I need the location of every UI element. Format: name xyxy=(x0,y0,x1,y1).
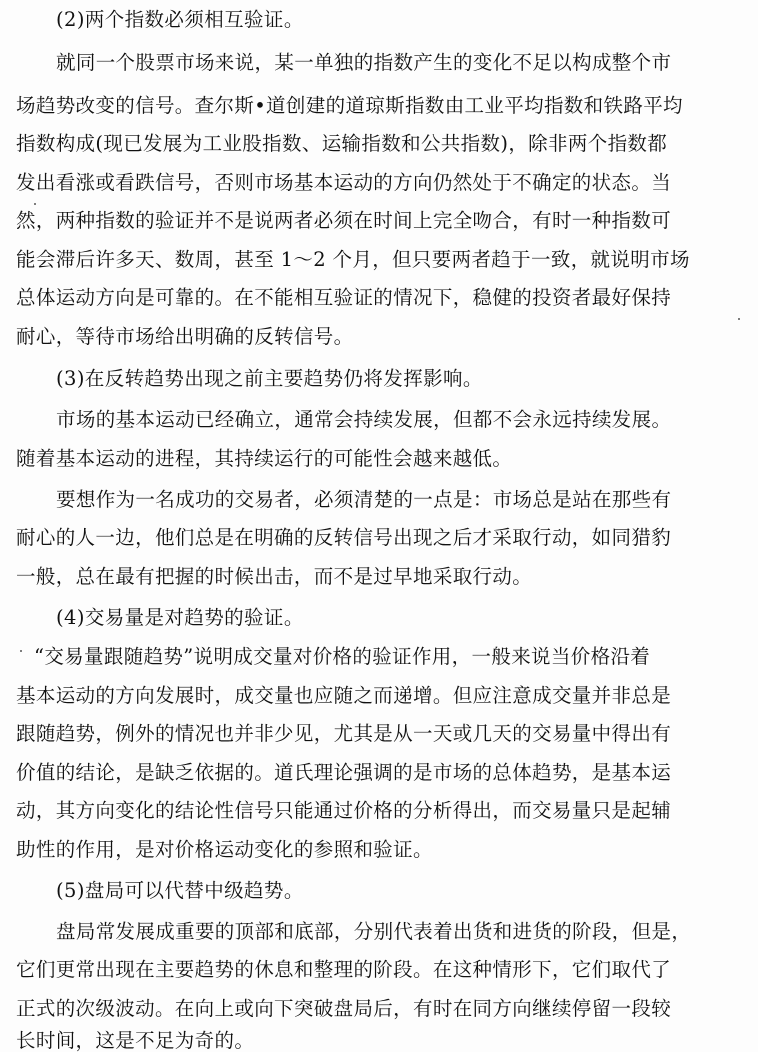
section-heading-4: (4)交易量是对趋势的验证。 xyxy=(56,606,304,629)
paragraph-line: 能会滞后许多天、数周，甚至 1～2 个月，但只要两者趋于一致，就说明市场 xyxy=(16,248,690,271)
paragraph-line: 长时间，这是不足为奇的。 xyxy=(16,1029,255,1052)
section-heading-2: (2)两个指数必须相互验证。 xyxy=(56,8,304,31)
paragraph-line: 发出看涨或看跌信号，否则市场基本运动的方向仍然处于不确定的状态。当 xyxy=(16,171,672,194)
paragraph-line: 一般，总在最有把握的时候出击，而不是过早地采取行动。 xyxy=(16,565,533,588)
paragraph-line: 跟随趋势，例外的情况也并非少见，尤其是从一天或几天的交易量中得出有 xyxy=(16,722,672,745)
paragraph-line: 随着基本运动的进程，其持续运行的可能性会越来越低。 xyxy=(16,447,513,470)
scan-speck xyxy=(20,650,22,652)
scan-speck xyxy=(738,318,740,320)
paragraph-line: 它们更常出现在主要趋势的休息和整理的阶段。在这种情形下，它们取代了 xyxy=(16,958,672,981)
paragraph-line: 指数构成(现已发展为工业股指数、运输指数和公共指数)，除非两个指数都 xyxy=(16,132,668,155)
paragraph-line: 盘局常发展成重要的顶部和底部，分别代表着出货和进货的阶段，但是， xyxy=(56,920,692,943)
paragraph-line: 市场的基本运动已经确立，通常会持续发展，但都不会永远持续发展。 xyxy=(56,408,672,431)
paragraph-line: 耐心的人一边，他们总是在明确的反转信号出现之后才采取行动，如同猎豹 xyxy=(16,526,672,549)
paragraph-line: 动，其方向变化的结论性信号只能通过价格的分析得出，而交易量只是起辅 xyxy=(16,799,672,822)
paragraph-line: 助性的作用，是对价格运动变化的参照和验证。 xyxy=(16,838,433,861)
paragraph-line: 然，两种指数的验证并不是说两者必须在时间上完全吻合，有时一种指数可 xyxy=(16,209,672,232)
paragraph-line: 要想作为一名成功的交易者，必须清楚的一点是：市场总是站在那些有 xyxy=(56,488,672,511)
paragraph-line: 总体运动方向是可靠的。在不能相互验证的情况下，稳健的投资者最好保持 xyxy=(16,286,672,309)
paragraph-line: 就同一个股票市场来说，某一单独的指数产生的变化不足以构成整个市 xyxy=(56,51,672,74)
section-heading-3: (3)在反转趋势出现之前主要趋势仍将发挥影响。 xyxy=(56,367,483,390)
section-heading-5: (5)盘局可以代替中级趋势。 xyxy=(56,879,304,902)
paragraph-line: 基本运动的方向发展时，成交量也应随之而递增。但应注意成交量并非总是 xyxy=(16,684,672,707)
paragraph-line: 正式的次级波动。在向上或向下突破盘局后，有时在同方向继续停留一段较 xyxy=(16,997,672,1020)
paragraph-line: 场趋势改变的信号。查尔斯•道创建的道琼斯指数由工业平均指数和铁路平均 xyxy=(16,94,683,117)
paragraph-line: “交易量跟随趋势”说明成交量对价格的验证作用，一般来说当价格沿着 xyxy=(34,645,651,668)
paragraph-line: 耐心，等待市场给出明确的反转信号。 xyxy=(16,325,354,348)
scan-speck xyxy=(34,203,36,205)
paragraph-line: 价值的结论，是缺乏依据的。道氏理论强调的是市场的总体趋势，是基本运 xyxy=(16,761,672,784)
